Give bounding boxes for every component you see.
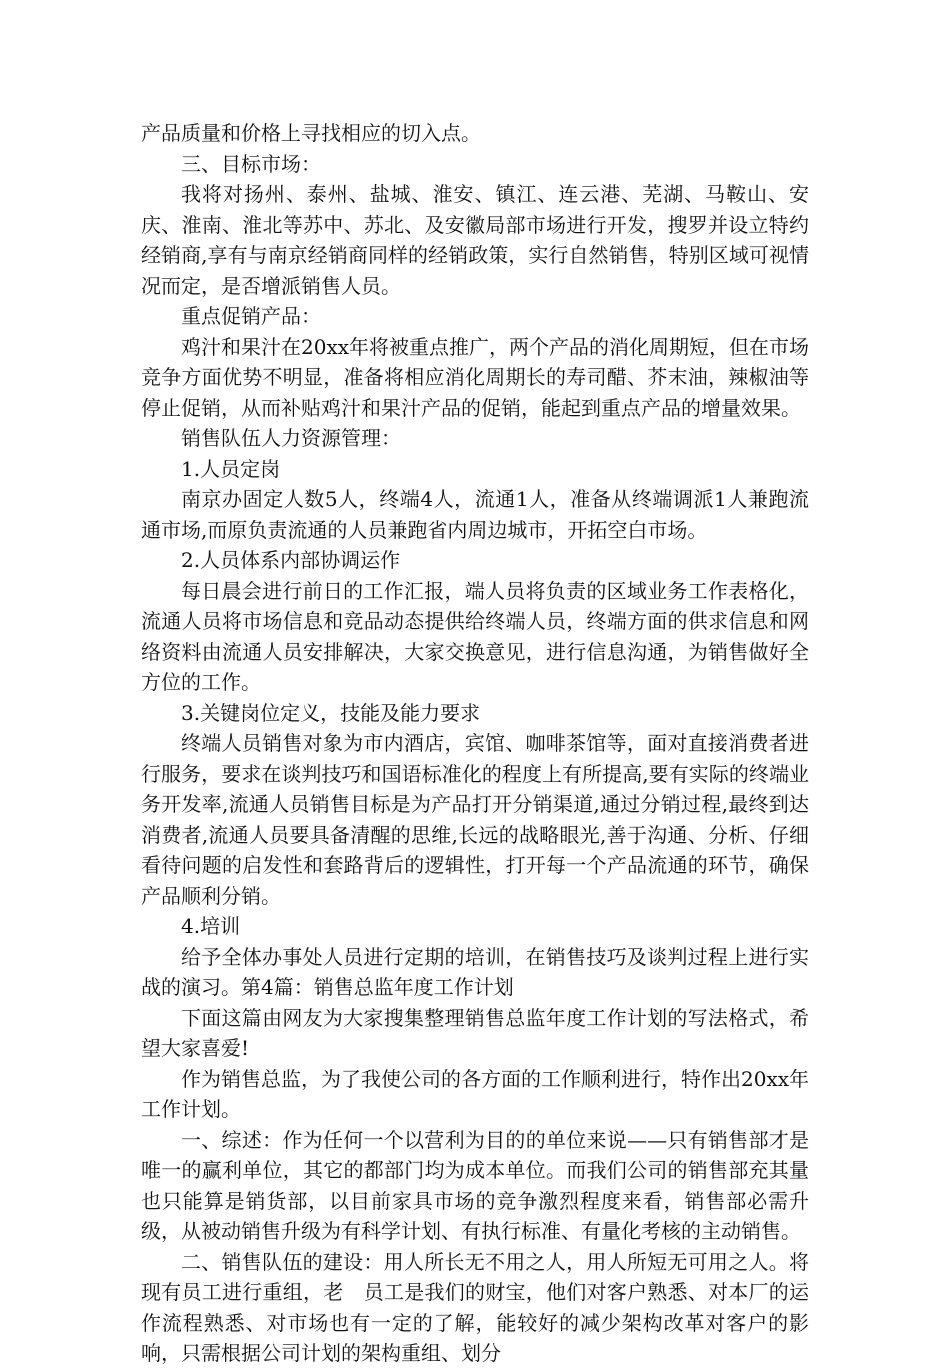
document-body	[141, 118, 809, 1369]
paragraph-key-products: 鸡汁和果汁在20xx年将被重点推广，两个产品的消化周期短，但在市场竞争方面优势不明显，准备将相应消化周期长的寿司醋、芥末油，辣椒油等停止促销，从而补贴鸡汁和果汁产品的促销，能起到重点产品的增量效果。	[141, 334, 810, 420]
heading-key-products: 重点促销产品：	[181, 304, 321, 328]
paragraph-coordination: 每日晨会进行前日的工作汇报，端人员将负责的区域业务工作表格化，流通人员将市场信息和竞品动态提供给终端人员，终端方面的供求信息和网络资料由流通人员安排解决，大家交换意见，进行信息沟通，为销售做好全方位的工作。	[141, 578, 809, 694]
paragraph-team-building: 二、销售队伍的建设：用人所长无不用之人，用人所短无可用之人。将现有员工进行重组，老 员工是我们的财宝，他们对客户熟悉、对本厂的运作流程熟悉、对市场也有一定的了解，能较好的减少架构改革对客户的影响，只需根据公司计划的架构重组、划分	[141, 1249, 809, 1365]
paragraph-target-market: 我将对扬州、泰州、盐城、淮安、镇江、连云港、芜湖、马鞍山、安庆、淮南、淮北等苏中、苏北、及安徽局部市场进行开发，搜罗并设立特约经销商,享有与南京经销商同样的经销政策，实行自然销售，特别区域可视情况而定，是否增派销售人员。	[141, 182, 809, 298]
paragraph-overview: 一、综述：作为任何一个以营利为目的的单位来说——只有销售部才是唯一的赢利单位，其它的都部门均为成本单位。而我们公司的销售部充其量也只能算是销货部，以目前家具市场的竞争激烈程度来看，销售部必需升级，从被动销售升级为有科学计划、有执行标准、有量化考核的主动销售。	[141, 1127, 809, 1243]
paragraph-intro: 下面这篇由网友为大家搜集整理销售总监年度工作计划的写法格式，希望大家喜爱!	[141, 1005, 809, 1060]
paragraph-key-positions: 终端人员销售对象为市内酒店，宾馆、咖啡茶馆等，面对直接消费者进行服务，要求在谈判技巧和国语标准化的程度上有所提高,要有实际的终端业务开发率,流通人员销售目标是为产品打开分销渠道,通过分销过程,最终到达消费者,流通人员要具备清醒的思维,长远的战略眼光,善于沟通、分析、仔细看待问题的启发性和套路背后的逻辑性，打开每一个产品流通的环节，确保产品顺利分销。	[141, 731, 809, 908]
heading-coordination: 2.人员体系内部协调运作	[181, 548, 401, 572]
paragraph-continuation: 产品质量和价格上寻找相应的切入点。	[141, 121, 481, 145]
paragraph-plan-purpose: 作为销售总监，为了我使公司的各方面的工作顺利进行，特作出20xx年工作计划。	[141, 1066, 810, 1121]
heading-training: 4.培训	[181, 914, 241, 938]
paragraph-training: 给予全体办事处人员进行定期的培训，在销售技巧及谈判过程上进行实战的演习。第4篇：销售总监年度工作计划	[141, 944, 809, 999]
heading-staffing: 1.人员定岗	[181, 456, 281, 481]
heading-target-market: 三、目标市场：	[181, 151, 321, 176]
paragraph-staffing: 南京办固定人数5人，终端4人，流通1人，准备从终端调派1人兼跑流通市场,而原负责流通的人员兼跑省内周边城市，开拓空白市场。	[141, 487, 809, 542]
heading-key-positions: 3.关键岗位定义，技能及能力要求	[181, 700, 481, 725]
heading-sales-team-hr: 销售队伍人力资源管理：	[181, 426, 401, 450]
